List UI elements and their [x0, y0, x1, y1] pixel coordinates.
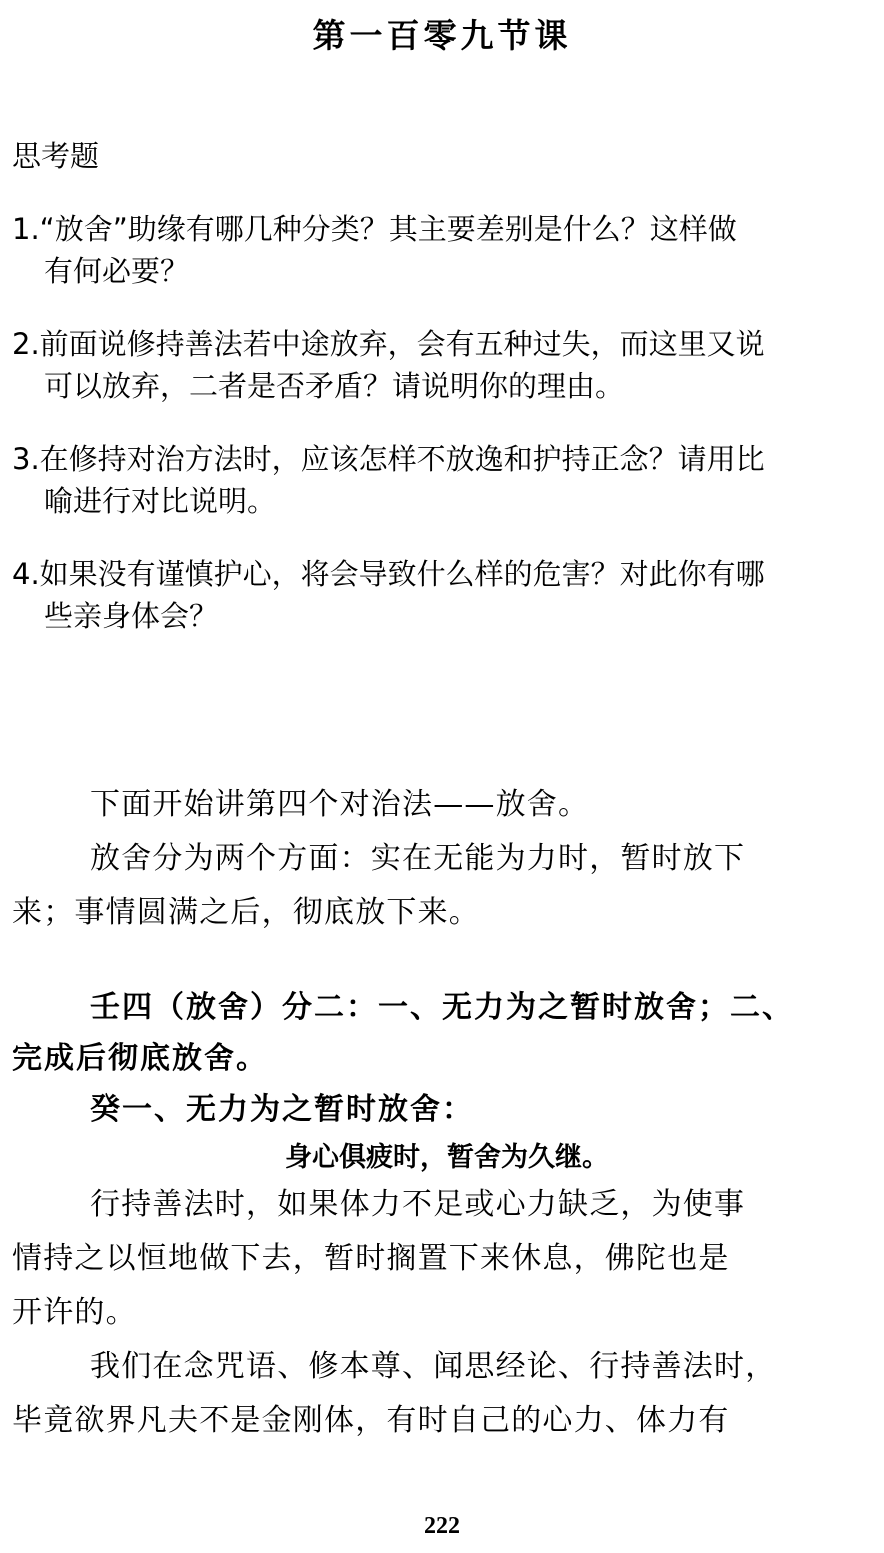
page-number: 222	[424, 1513, 460, 1539]
paragraph-3-line-2: 毕竟欲界凡夫不是金刚体，有时自己的心力、体力有	[12, 1403, 730, 1438]
question-1	[12, 208, 862, 292]
verse: 身心俱疲时，暂舍为久继。	[285, 1142, 609, 1173]
sub-heading: 癸一、无力为之暂时放舍：	[90, 1092, 474, 1127]
question-4-line-1: 4.如果没有谨慎护心，将会导致什么样的危害？对此你有哪	[12, 557, 765, 591]
outline-heading-line-2: 完成后彻底放舍。	[12, 1041, 268, 1076]
paragraph-2-line-1: 行持善法时，如果体力不足或心力缺乏，为使事	[90, 1187, 746, 1222]
question-1-line-1: 1.“放舍”助缘有哪几种分类？其主要差别是什么？这样做	[12, 212, 737, 246]
question-2-line-1: 2.前面说修持善法若中途放弃，会有五种过失，而这里又说	[12, 327, 765, 361]
intro-paragraph: 下面开始讲第四个对治法——放舍。	[90, 787, 590, 822]
paragraph-1-line-2: 来；事情圆满之后，彻底放下来。	[12, 895, 480, 930]
question-2	[12, 323, 862, 407]
questions-heading: 思考题	[12, 139, 100, 173]
question-4-line-2: 些亲身体会？	[44, 599, 219, 633]
outline-heading-line-1: 壬四（放舍）分二：一、无力为之暂时放舍；二、	[90, 990, 794, 1025]
question-3-line-2: 喻进行对比说明。	[44, 484, 277, 518]
question-2-line-2: 可以放弃，二者是否矛盾？请说明你的理由。	[44, 369, 625, 403]
paragraph-1-line-1: 放舍分为两个方面：实在无能为力时，暂时放下	[90, 841, 746, 876]
question-3	[12, 438, 862, 522]
question-1-line-2: 有何必要？	[44, 254, 190, 288]
paragraph-2-line-2: 情持之以恒地做下去，暂时搁置下来休息，佛陀也是	[12, 1241, 730, 1276]
question-3-line-1: 3.在修持对治方法时，应该怎样不放逸和护持正念？请用比	[12, 442, 765, 476]
paragraph-3-line-1: 我们在念咒语、修本尊、闻思经论、行持善法时，	[90, 1349, 777, 1384]
page-title: 第一百零九节课	[312, 16, 572, 55]
paragraph-2-line-3: 开许的。	[12, 1295, 137, 1330]
question-4	[12, 553, 862, 637]
